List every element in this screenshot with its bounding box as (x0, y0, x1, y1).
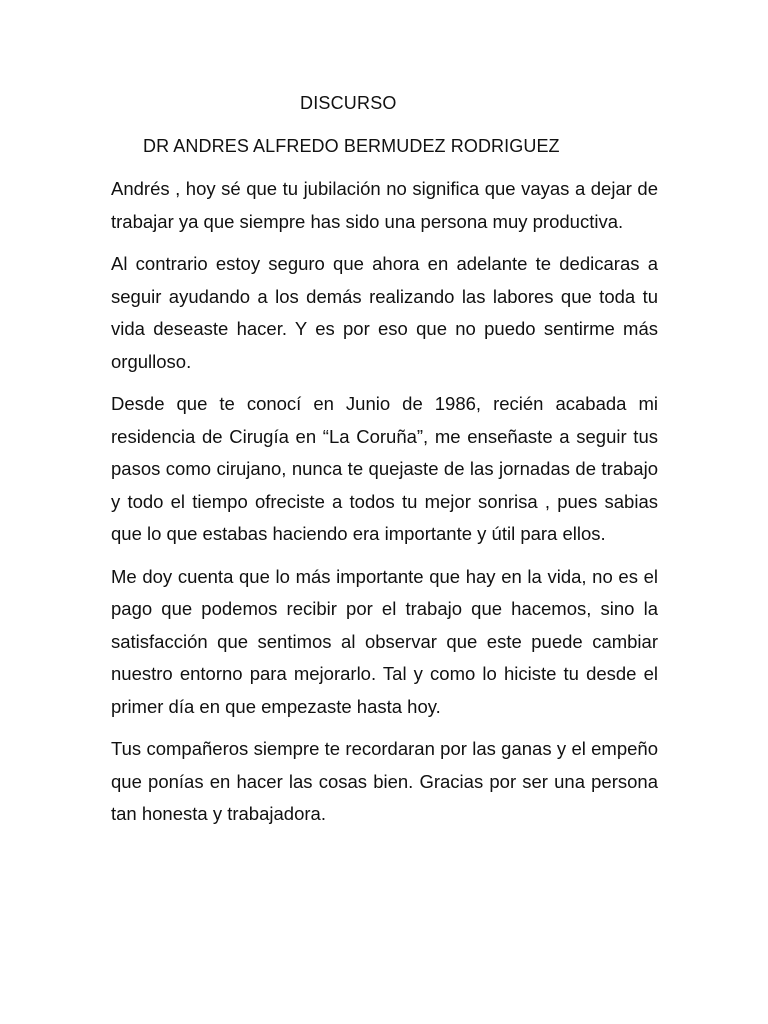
paragraph: Andrés , hoy sé que tu jubilación no significa que vayas a dejar de trabajar ya que siempre has sido una persona muy productiva. (111, 178, 658, 232)
paragraph: Tus compañeros siempre te recordaran por las ganas y el empeño que ponías en hacer las cosas bien. Gracias por ser una persona tan honesta y trabajadora. (111, 738, 658, 824)
paragraph: Desde que te conocí en Junio de 1986, recién acabada mi residencia de Cirugía en “La Coruña”, me enseñaste a seguir tus pasos como cirujano, nunca te quejaste de las jornadas de trabajo y todo el tiempo ofreciste a todos tu mejor sonrisa , pues sabias que lo que estabas haciendo era importante y útil para ellos. (111, 393, 658, 544)
paragraph: Me doy cuenta que lo más importante que hay en la vida, no es el pago que podemos recibir por el trabajo que hacemos, sino la satisfacción que sentimos al observar que este puede cambiar nuestro entorno para mejorarlo. Tal y como lo hiciste tu desde el primer día en que empezaste hasta hoy. (111, 565, 658, 717)
document-title: DISCURSO (300, 93, 397, 113)
document-subtitle: DR ANDRES ALFREDO BERMUDEZ RODRIGUEZ (143, 136, 560, 156)
paragraph: Al contrario estoy seguro que ahora en adelante te dedicaras a seguir ayudando a los demás realizando las labores que toda tu vida deseaste hacer. Y es por eso que no puedo sentirme más orgulloso. (111, 253, 658, 372)
document-body (111, 173, 658, 841)
